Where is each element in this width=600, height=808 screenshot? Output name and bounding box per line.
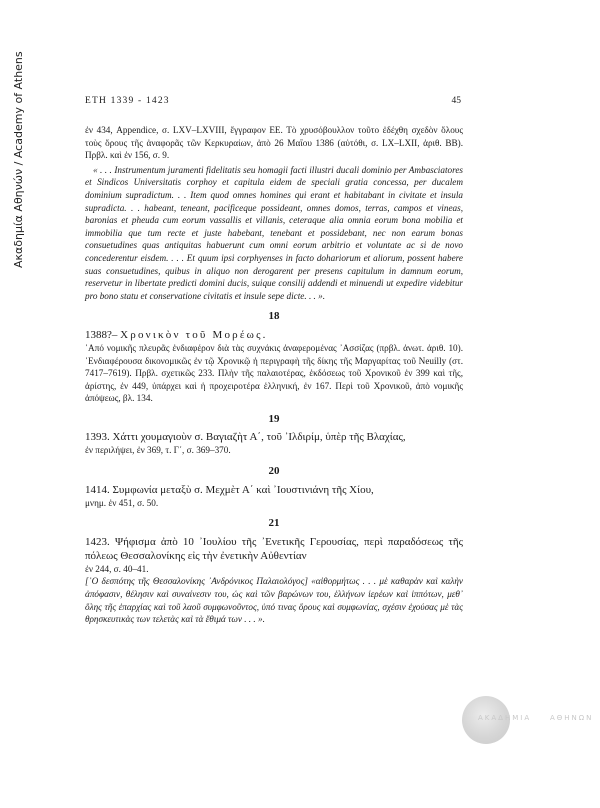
latin-quotation: « . . . Instrumentum juramenti fidelitatis seu homagii facti illustri ducali dominio per Ambasciatores et Sindicos Universitatis corphoy et capitula eidem de speciali gratia concessa, per ducalem dominium supradictum. . . Item quod omnes homines qui erant et habitabant in civitate et insula supradicta. . . habeant, teneant, pacificeque possideant, omnes domos, terras, campos et vineas, baronias et pheuda cum eorum vassallis et villanis, ceteraque alia omnia eorum bona mobilia et immobilia que tum recte et juste habebant, tenebant et possidebant, nec non earum bonas consuetudines quas antiquitas habuerunt cum omni eorum arbitrio et voluntate ac si de novo concederentur eisdem. . . . Et quum ipsi corphyenses in facto dohariorum et aliorum, possent habere suas consuetudines, quibus in aliquo non derogarent per presens capitulum in damnum eorum, reservetur in libertate predicti domini ducis, suique consilij addendi et minuendi ut expedire videbitur pro bono statu et conservatione civitatis et insule sepe dicte. . . ». (85, 164, 463, 301)
entry-title: Συμφωνία μεταξὺ σ. Μεχμὲτ Α΄ καὶ ᾿Ιουστινιάνη τῆς Χίου, (112, 483, 374, 496)
entry-year: 1388?– (85, 328, 118, 341)
entry-title: Ψήφισμα ἀπὸ 10 ᾿Ιουλίου τῆς ᾿Ενετικῆς Γερουσίας, περὶ παραδόσεως τῆς πόλεως Θεσσαλονίκης εἰς τὴν ἐνετικὴν Αὐθεντίαν (85, 535, 464, 562)
section-number: 19 (268, 412, 280, 425)
page-content (85, 124, 463, 626)
entry-body: ᾿Από νομικῆς πλευρᾶς ἐνδιαφέρον διὰ τὰς συχνάκις ἀναφερομένας ᾿Ασσίζας (πρβλ. ἀνωτ. ἀριθ. 10). ᾿Ενδιαφέρουσα δικονομικῶς ἐν τῷ Χρονικῷ ἡ περιγραφὴ τῆς δίκης τῆς Μαργαρίτας τοῦ Neuilly (στ. 7417–7619). Πρβλ. σχετικῶς 233. Πλὴν τῆς παλαιοτέρας, ἐκδόσεως τοῦ Χρονικοῦ ἐν 399 καὶ τῆς, ἀρίστης, ἐν 449, ὑπάρχει καὶ ἡ προχειροτέρα ἑλληνική, ἐν 167. Περὶ τοῦ Χρονικοῦ, ἀπὸ νομικῆς ἀπόψεως, βλ. 134. (85, 342, 463, 404)
entry-year: 1414. (85, 483, 110, 496)
entry-heading (85, 328, 463, 342)
academy-watermark (456, 692, 594, 752)
section-number: 18 (268, 310, 280, 323)
section-18 (85, 310, 463, 405)
archive-side-label (10, 40, 28, 270)
entry-quote: [᾿Ο δεσπότης τῆς Θεσσαλονίκης ᾿Ανδρόνικος Παλαιολόγος] «αἰθορμήτως . . . μὲ καθαρὰν καὶ καλὴν ἀπόφασιν, θέλησιν καὶ συναίνεσιν του, ὡς καὶ τῶν βαρώνων του, ἑλλήνων ἱερέων καὶ ἱππότων, μεθ᾿ ὅλης τῆς ἐπαρχίας καὶ τοῦ λαοῦ συμφωνοῦντος, ὑπό τινας ὅρους καὶ συμφωνίας, σχέσιν ἐχούσας μὲ τὰς θρησκευτικὰς των τελετὰς καὶ τὰ ἔθιμά των . . . ». (85, 576, 463, 625)
page-number: 45 (451, 96, 461, 106)
entry-body: ἐν 244, σ. 40–41. (85, 563, 149, 574)
entry-heading (85, 483, 463, 497)
section-number: 21 (268, 517, 280, 530)
running-head-years: ΕΤΗ 1339 - 1423 (85, 96, 170, 106)
entry-body: μνημ. ἐν 451, σ. 50. (85, 497, 159, 508)
entry-body: ἐν περιλήψει, ἐν 369, τ. Γ΄, σ. 369–370. (85, 445, 231, 456)
entry-title: Χρονικὸν τοῦ Μορέως. (120, 328, 268, 341)
entry-heading (85, 535, 463, 563)
entry-title: Χάττι χουμαγιοὺν σ. Βαγιαζὴτ Α΄, τοῦ ᾿Ιλδιρίμ, ὑπὲρ τῆς Βλαχίας, (112, 431, 406, 444)
entry-year: 1393. (85, 431, 110, 444)
section-20 (85, 465, 463, 509)
section-21 (85, 517, 463, 626)
entry-year: 1423. (85, 535, 110, 548)
side-label-text: Ακαδημία Αθηνών / Academy of Athens (12, 51, 25, 268)
watermark-text-right: ΑΘΗΝΩΝ (550, 714, 594, 722)
intro-paragraph: ἐν 434, Appendice, σ. LXV–LXVIII, ἔγγραφον ΕΕ. Τὸ χρυσόβουλλον τοῦτο ἐδέχθη σχεδὸν ὅλους τοὺς ὅρους τῆς ἀναφορᾶς τῶν Κερκυραίων, ἀπὸ 26 Μαΐου 1386 (αὐτόθι, σ. LX–LXII, ἀριθ. BB). Πρβλ. καὶ ἐν 156, σ. 9. (85, 125, 463, 161)
watermark-text-left: ΑΚΑΔΗΜΙΑ (478, 714, 532, 722)
entry-heading (85, 430, 463, 444)
running-head (85, 96, 461, 106)
section-19 (85, 413, 463, 457)
section-number: 20 (268, 465, 280, 478)
